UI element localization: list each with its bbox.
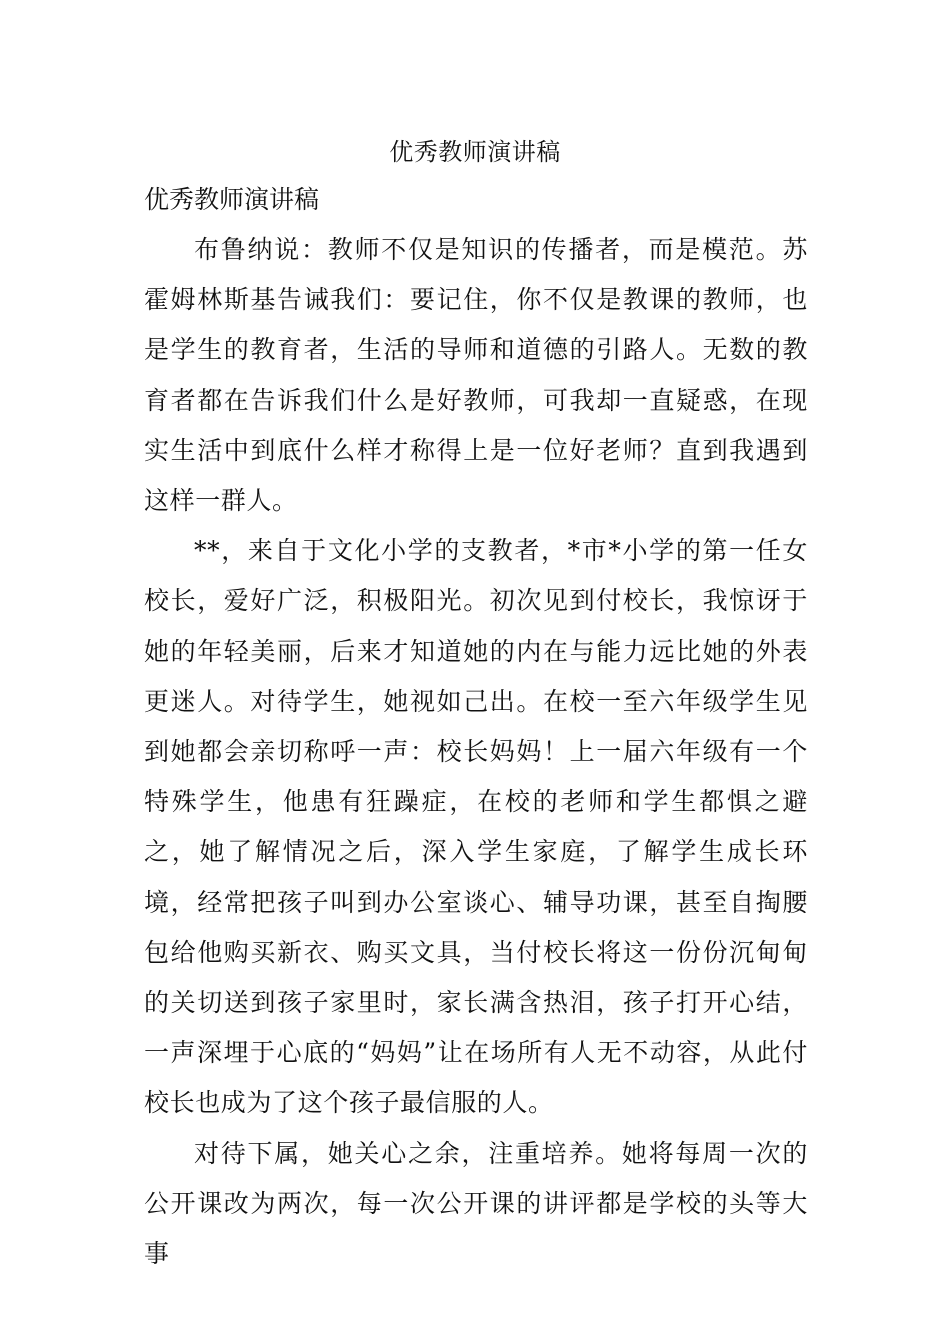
paragraph-intro: 布鲁纳说：教师不仅是知识的传播者，而是模范。苏霍姆林斯基告诫我们：要记住，你不仅是教课的教师，也是学生的教育者，生活的导师和道德的引路人。无数的教育者都在告诉我们什么是好教师，可我却一直疑惑，在现实生活中到底什么样才称得上是一位好老师？直到我遇到这样一群人。: [144, 235, 808, 516]
document-subtitle: 优秀教师演讲稿: [144, 185, 320, 214]
document-title: 优秀教师演讲稿: [389, 138, 561, 166]
paragraph-staff: 对待下属，她关心之余，注重培养。她将每周一次的公开课改为两次，每一次公开课的讲评都是学校的头等大事: [144, 1138, 808, 1269]
document-body: [144, 225, 808, 1279]
paragraph-principal: **，来自于文化小学的支教者，*市*小学的第一任女校长，爱好广泛，积极阳光。初次见到付校长，我惊讶于她的年轻美丽，后来才知道她的内在与能力远比她的外表更迷人。对待学生，她视如己出。在校一至六年级学生见到她都会亲切称呼一声：校长妈妈！上一届六年级有一个特殊学生，他患有狂躁症，在校的老师和学生都惧之避之，她了解情况之后，深入学生家庭，了解学生成长环境，经常把孩子叫到办公室谈心、辅导功课，甚至自掏腰包给他购买新衣、购买文具，当付校长将这一份份沉甸甸的关切送到孩子家里时，家长满含热泪，孩子打开心结，一声深埋于心底的“妈妈”让在场所有人无不动容，从此付校长也成为了这个孩子最信服的人。: [144, 536, 808, 1118]
